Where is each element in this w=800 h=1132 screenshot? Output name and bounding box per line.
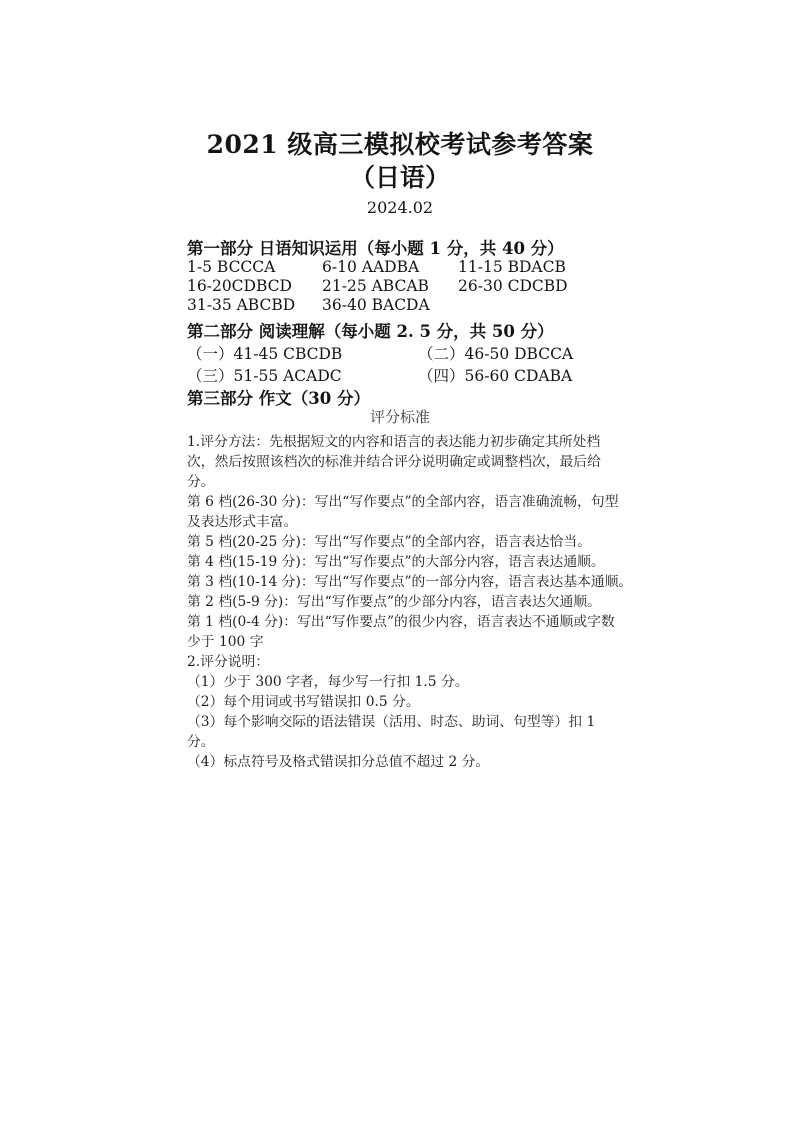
document-subtitle: （日语） <box>349 163 450 192</box>
part3-heading: 第三部分 作文（30 分） <box>187 389 370 408</box>
part2-heading: 第二部分 阅读理解（每小题 2. 5 分，共 50 分） <box>187 322 554 341</box>
criteria-line: 及表达形式丰富。 <box>187 514 298 530</box>
answer-group: （一）41-45 CBCDB <box>187 345 343 363</box>
answer-group: （三）51-55 ACADC <box>187 367 342 385</box>
answer-group: （四）56-60 CDABA <box>418 367 573 385</box>
answer-group: 36-40 BACDA <box>322 296 430 314</box>
criteria-line: 2.评分说明： <box>187 654 270 670</box>
criteria-line: 第 6 档(26-30 分)：写出“写作要点”的全部内容，语言准确流畅，句型 <box>187 494 619 510</box>
criteria-line: 1.评分方法：先根据短文的内容和语言的表达能力初步确定其所处档 <box>187 434 601 450</box>
criteria-line: 第 1 档(0-4 分)：写出“写作要点”的很少内容，语言表达不通顺或字数 <box>187 614 615 630</box>
criteria-title: 评分标准 <box>369 408 430 426</box>
answer-group: 21-25 ABCAB <box>322 277 429 295</box>
answer-group: 31-35 ABCBD <box>187 296 296 314</box>
criteria-line: （2）每个用词或书写错误扣 0.5 分。 <box>187 694 420 710</box>
criteria-line: 次，然后按照该档次的标准并结合评分说明确定或调整档次，最后给 <box>187 454 601 470</box>
criteria-line: 第 4 档(15-19 分)：写出“写作要点”的大部分内容，语言表达通顺。 <box>187 554 605 570</box>
answer-group: 6-10 AADBA <box>322 258 420 276</box>
answer-group: 11-15 BDACB <box>458 258 566 276</box>
criteria-line: 分。 <box>187 474 215 490</box>
answer-group: 26-30 CDCBD <box>458 277 568 295</box>
criteria-line: 少于 100 字 <box>187 634 264 650</box>
answer-group: （二）46-50 DBCCA <box>418 345 574 363</box>
part1-heading: 第一部分 日语知识运用（每小题 1 分，共 40 分） <box>187 239 564 258</box>
document-date: 2024.02 <box>366 198 434 217</box>
criteria-line: 分。 <box>187 734 215 750</box>
answer-group: 16-20CDBCD <box>187 277 292 295</box>
document-title: 2021 级高三模拟校考试参考答案 <box>206 130 594 159</box>
criteria-line: （3）每个影响交际的语法错误（活用、时态、助词、句型等）扣 1 <box>187 714 596 730</box>
criteria-line: 第 3 档(10-14 分)：写出“写作要点”的一部分内容，语言表达基本通顺。 <box>187 574 633 590</box>
criteria-line: （1）少于 300 字者，每少写一行扣 1.5 分。 <box>187 674 469 690</box>
answer-group: 1-5 BCCCA <box>187 258 276 276</box>
criteria-line: 第 5 档(20-25 分)：写出“写作要点”的全部内容，语言表达恰当。 <box>187 534 591 550</box>
criteria-line: 第 2 档(5-9 分)：写出“写作要点”的少部分内容，语言表达欠通顺。 <box>187 594 601 610</box>
criteria-line: （4）标点符号及格式错误扣分总值不超过 2 分。 <box>187 754 490 770</box>
